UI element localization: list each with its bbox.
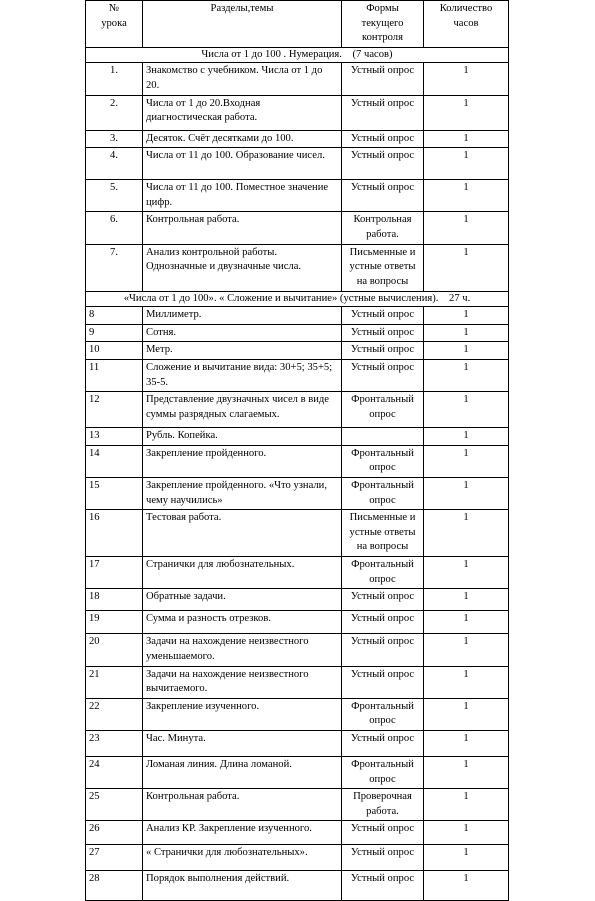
control-form: Устный опрос: [342, 589, 424, 611]
lesson-row: [86, 871, 509, 901]
control-form: Письменные и устные ответы на вопросы: [342, 510, 424, 557]
lesson-hours: 1: [424, 634, 509, 666]
lesson-number: 21: [86, 666, 143, 698]
lesson-hours: 1: [424, 557, 509, 589]
lesson-number: 26: [86, 821, 143, 845]
lesson-hours: 1: [424, 180, 509, 212]
lesson-row: [86, 180, 509, 212]
lesson-row: [86, 445, 509, 477]
lesson-number: 25: [86, 789, 143, 821]
control-form: Контрольная работа.: [342, 212, 424, 244]
lesson-topic: Задачи на нахождение неизвестного вычитаемого.: [143, 666, 342, 698]
control-form: Устный опрос: [342, 730, 424, 756]
control-form: Фронтальный опрос: [342, 478, 424, 510]
lesson-topic: Контрольная работа.: [143, 789, 342, 821]
header-control-forms: Формы текущего контроля: [342, 1, 424, 48]
control-form: Устный опрос: [342, 611, 424, 634]
lesson-number: 24: [86, 756, 143, 788]
lesson-hours: 1: [424, 324, 509, 342]
lesson-topic: Анализ контрольной работы. Однозначные и двузначные числа.: [143, 244, 342, 291]
lesson-row: [86, 698, 509, 730]
control-form: Устный опрос: [342, 307, 424, 325]
lesson-hours: 1: [424, 845, 509, 871]
control-form: Устный опрос: [342, 180, 424, 212]
lesson-topic: Сумма и разность отрезков.: [143, 611, 342, 634]
lesson-hours: 1: [424, 730, 509, 756]
header-topics: Разделы,темы: [143, 1, 342, 48]
header-row: [86, 1, 509, 48]
control-form: Фронтальный опрос: [342, 392, 424, 428]
lesson-number: 6.: [86, 212, 143, 244]
lesson-hours: 1: [424, 392, 509, 428]
control-form: Устный опрос: [342, 324, 424, 342]
lesson-hours: 1: [424, 510, 509, 557]
lesson-number: 1.: [86, 63, 143, 95]
lesson-hours: 1: [424, 445, 509, 477]
lesson-topic: Числа от 11 до 100. Образование чисел.: [143, 148, 342, 180]
lesson-row: [86, 845, 509, 871]
lesson-topic: Обратные задачи.: [143, 589, 342, 611]
section-header: [86, 291, 509, 307]
lesson-number: 15: [86, 478, 143, 510]
lesson-hours: 1: [424, 307, 509, 325]
lesson-hours: 1: [424, 148, 509, 180]
lesson-number: 22: [86, 698, 143, 730]
control-form: Устный опрос: [342, 821, 424, 845]
section-title: Числа от 1 до 100 . Нумерация.: [201, 48, 342, 60]
lesson-topic: Ломаная линия. Длина ломаной.: [143, 756, 342, 788]
lesson-hours: 1: [424, 821, 509, 845]
control-form: Устный опрос: [342, 130, 424, 148]
lesson-number: 18: [86, 589, 143, 611]
lesson-row: [86, 478, 509, 510]
control-form: Фронтальный опрос: [342, 557, 424, 589]
lesson-row: [86, 130, 509, 148]
control-form: Устный опрос: [342, 666, 424, 698]
lesson-topic: Миллиметр.: [143, 307, 342, 325]
lesson-hours: 1: [424, 212, 509, 244]
lesson-number: 10: [86, 342, 143, 360]
lesson-topic: Закрепление пройденного. «Что узнали, чему научились»: [143, 478, 342, 510]
lesson-row: [86, 63, 509, 95]
lesson-row: [86, 392, 509, 428]
control-form: Устный опрос: [342, 95, 424, 130]
lesson-row: [86, 634, 509, 666]
lesson-topic: « Странички для любознательных».: [143, 845, 342, 871]
control-form: Устный опрос: [342, 342, 424, 360]
lesson-row: [86, 148, 509, 180]
lesson-row: [86, 510, 509, 557]
lesson-topic: Числа от 11 до 100. Поместное значение цифр.: [143, 180, 342, 212]
lesson-row: [86, 756, 509, 788]
lesson-topic: Задачи на нахождение неизвестного уменьшаемого.: [143, 634, 342, 666]
lesson-topic: Десяток. Счёт десятками до 100.: [143, 130, 342, 148]
section-row: [86, 291, 509, 307]
lesson-number: 14: [86, 445, 143, 477]
section-row: [86, 47, 509, 63]
lesson-number: 17: [86, 557, 143, 589]
control-form: Письменные и устные ответы на вопросы: [342, 244, 424, 291]
lesson-hours: 1: [424, 756, 509, 788]
section-hours: 27 ч.: [449, 292, 471, 304]
control-form: Устный опрос: [342, 871, 424, 901]
lesson-row: [86, 666, 509, 698]
header-hours: Количество часов: [424, 1, 509, 48]
lesson-topic: Закрепление изученного.: [143, 698, 342, 730]
lesson-number: 12: [86, 392, 143, 428]
section-header: [86, 47, 509, 63]
lesson-topic: Тестовая работа.: [143, 510, 342, 557]
lesson-row: [86, 730, 509, 756]
lesson-number: 28: [86, 871, 143, 901]
lesson-hours: 1: [424, 478, 509, 510]
lesson-hours: 1: [424, 63, 509, 95]
control-form: Устный опрос: [342, 148, 424, 180]
lesson-row: [86, 789, 509, 821]
lesson-topic: Числа от 1 до 20.Входная диагностическая работа.: [143, 95, 342, 130]
lesson-number: 11: [86, 359, 143, 391]
lesson-topic: Представление двузначных чисел в виде суммы разрядных слагаемых.: [143, 392, 342, 428]
lesson-row: [86, 342, 509, 360]
lesson-topic: Закрепление пройденного.: [143, 445, 342, 477]
control-form: [342, 428, 424, 446]
lesson-number: 23: [86, 730, 143, 756]
lesson-topic: Метр.: [143, 342, 342, 360]
lesson-row: [86, 821, 509, 845]
control-form: Фронтальный опрос: [342, 445, 424, 477]
lesson-hours: 1: [424, 871, 509, 901]
lesson-hours: 1: [424, 95, 509, 130]
lesson-topic: Знакомство с учебником. Числа от 1 до 20.: [143, 63, 342, 95]
lesson-number: 3.: [86, 130, 143, 148]
lesson-topic: Рубль. Копейка.: [143, 428, 342, 446]
section-hours: (7 часов): [352, 48, 393, 60]
lesson-topic: Контрольная работа.: [143, 212, 342, 244]
lesson-topic: Странички для любознательных.: [143, 557, 342, 589]
lesson-row: [86, 359, 509, 391]
lesson-number: 2.: [86, 95, 143, 130]
lesson-hours: 1: [424, 342, 509, 360]
lesson-number: 9: [86, 324, 143, 342]
lesson-number: 8: [86, 307, 143, 325]
lesson-hours: 1: [424, 428, 509, 446]
lesson-hours: 1: [424, 666, 509, 698]
lesson-row: [86, 95, 509, 130]
lesson-plan-table: [85, 0, 509, 901]
lesson-number: 7.: [86, 244, 143, 291]
lesson-number: 27: [86, 845, 143, 871]
control-form: Устный опрос: [342, 845, 424, 871]
lesson-row: [86, 428, 509, 446]
lesson-hours: 1: [424, 611, 509, 634]
lesson-row: [86, 589, 509, 611]
lesson-number: 19: [86, 611, 143, 634]
control-form: Устный опрос: [342, 63, 424, 95]
lesson-number: 5.: [86, 180, 143, 212]
lesson-row: [86, 307, 509, 325]
control-form: Проверочная работа.: [342, 789, 424, 821]
lesson-number: 20: [86, 634, 143, 666]
lesson-number: 13: [86, 428, 143, 446]
control-form: Устный опрос: [342, 634, 424, 666]
lesson-topic: Анализ КР. Закрепление изученного.: [143, 821, 342, 845]
control-form: Фронтальный опрос: [342, 756, 424, 788]
lesson-topic: Сложение и вычитание вида: 30+5; 35+5; 35-5.: [143, 359, 342, 391]
lesson-row: [86, 324, 509, 342]
section-title: «Числа от 1 до 100». « Сложение и вычитание» (устные вычисления).: [123, 292, 439, 304]
lesson-row: [86, 611, 509, 634]
control-form: Фронтальный опрос: [342, 698, 424, 730]
lesson-topic: Порядок выполнения действий.: [143, 871, 342, 901]
lesson-topic: Сотня.: [143, 324, 342, 342]
lesson-number: 4.: [86, 148, 143, 180]
lesson-hours: 1: [424, 244, 509, 291]
lesson-hours: 1: [424, 698, 509, 730]
lesson-topic: Час. Минута.: [143, 730, 342, 756]
lesson-hours: 1: [424, 789, 509, 821]
lesson-row: [86, 557, 509, 589]
control-form: Устный опрос: [342, 359, 424, 391]
lesson-hours: 1: [424, 359, 509, 391]
lesson-hours: 1: [424, 589, 509, 611]
header-lesson-number: № урока: [86, 1, 143, 48]
lesson-row: [86, 244, 509, 291]
lesson-row: [86, 212, 509, 244]
lesson-hours: 1: [424, 130, 509, 148]
lesson-number: 16: [86, 510, 143, 557]
